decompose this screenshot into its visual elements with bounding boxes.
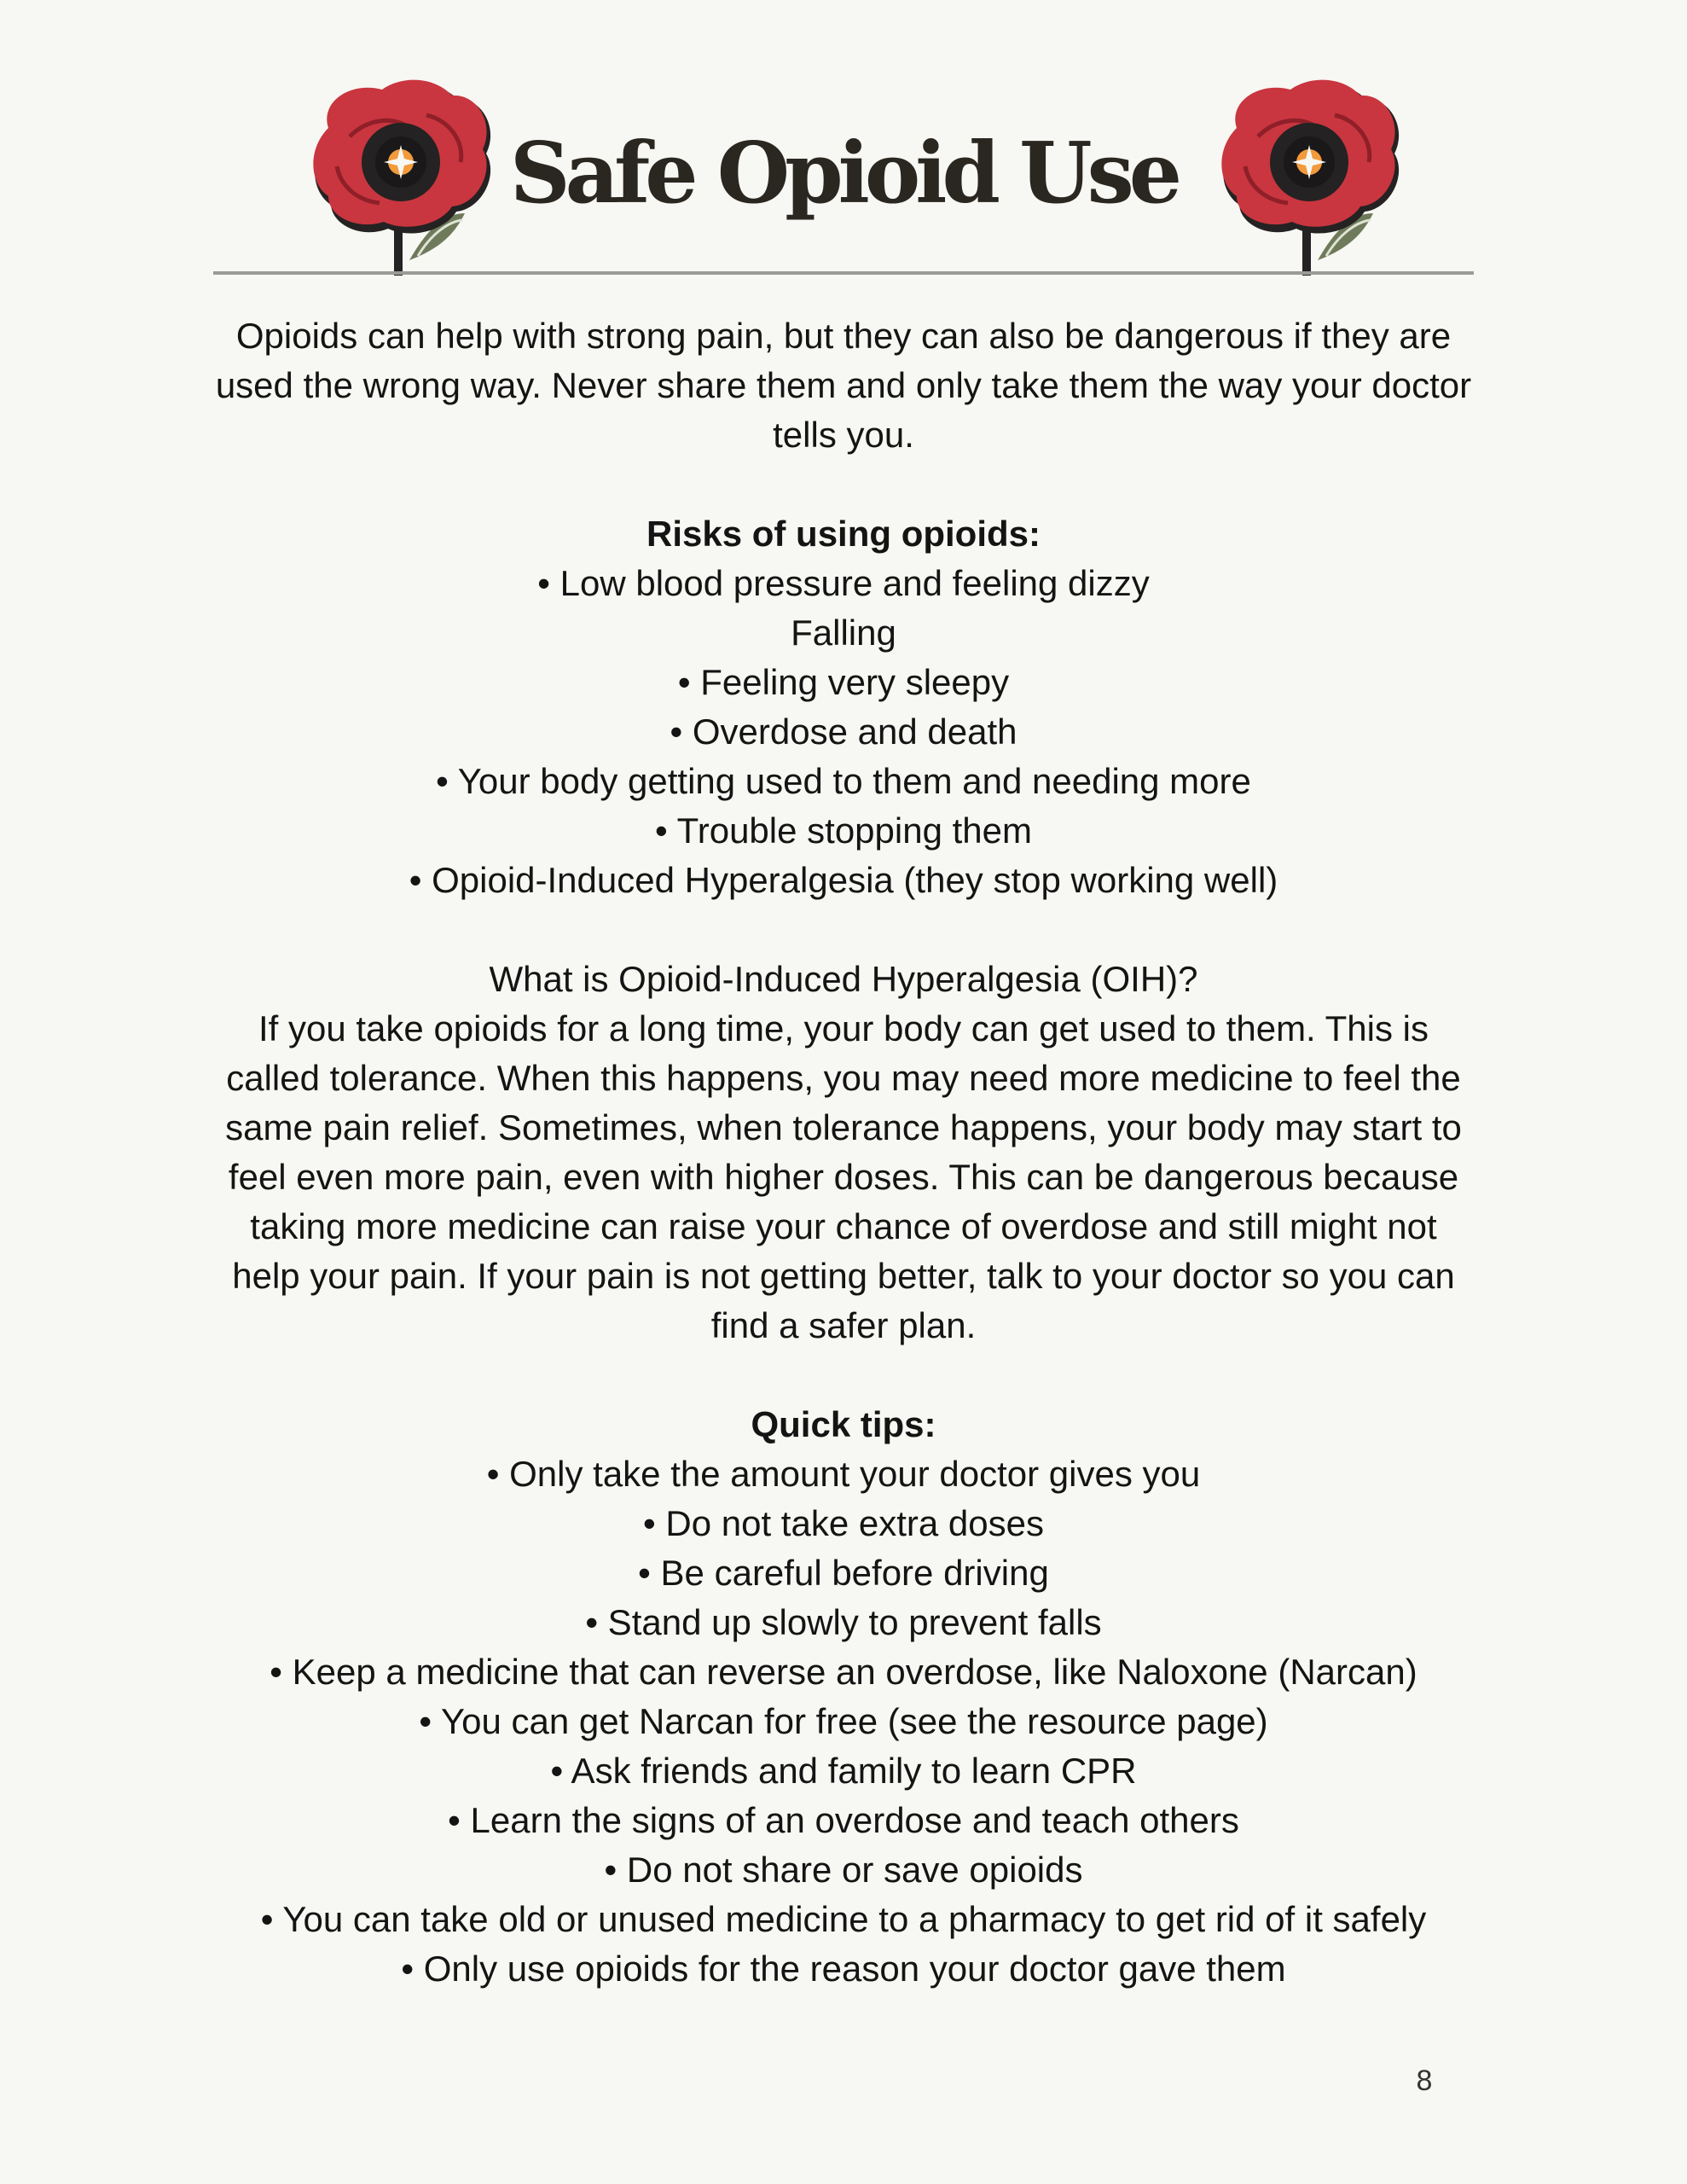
tip-item: • Do not share or save opioids: [604, 1850, 1083, 1890]
tip-item: • Only use opioids for the reason your doctor gave them: [401, 1949, 1286, 1989]
oih-paragraph: If you take opioids for a long time, your body can get used to them. This is called tolerance. When this happens, you may need more medicine to feel the same pain relief. Sometimes, when tolerance happens, your body may start to feel even more pain, even with higher doses. This can be dangerous because taking more medicine can raise your chance of overdose and still might not help your pain. If your pain is not getting better, talk to your doctor so you can find a safer plan.: [225, 1008, 1462, 1345]
page-title: Safe Opioid Use: [509, 125, 1178, 223]
page-content: [213, 311, 1474, 1994]
section-spacer: [213, 1350, 1474, 1400]
header-divider: [213, 271, 1474, 275]
tip-item: • Learn the signs of an overdose and teach others: [448, 1800, 1239, 1840]
tip-item: • Be careful before driving: [638, 1553, 1049, 1593]
risk-item: • Opioid-Induced Hyperalgesia (they stop working well): [409, 860, 1278, 900]
risk-item: • Your body getting used to them and needing more: [436, 761, 1251, 801]
tip-item: • Ask friends and family to learn CPR: [550, 1751, 1137, 1791]
tip-item: • Stand up slowly to prevent falls: [585, 1602, 1102, 1642]
risk-item: • Low blood pressure and feeling dizzy: [537, 563, 1150, 603]
section-spacer: [213, 905, 1474, 955]
tip-item: • Keep a medicine that can reverse an overdose, like Naloxone (Narcan): [270, 1652, 1417, 1692]
risk-item: • Overdose and death: [670, 712, 1017, 752]
tip-item: • Do not take extra doses: [643, 1503, 1044, 1543]
section-spacer: [213, 460, 1474, 509]
risk-item: • Feeling very sleepy: [677, 662, 1010, 702]
risks-heading: Risks of using opioids:: [646, 514, 1041, 554]
tip-item: • Only take the amount your doctor gives you: [486, 1454, 1201, 1494]
page-header: [213, 60, 1474, 277]
page-number: 8: [1416, 2065, 1433, 2097]
risk-item: • Trouble stopping them: [655, 810, 1032, 851]
tip-item: • You can get Narcan for free (see the resource page): [419, 1701, 1268, 1741]
oih-heading: What is Opioid-Induced Hyperalgesia (OIH)?: [489, 959, 1198, 999]
risk-item: Falling: [791, 613, 896, 653]
tip-item: • You can take old or unused medicine to a pharmacy to get rid of it safely: [260, 1899, 1427, 1939]
poppy-flower-icon: [1190, 68, 1429, 282]
intro-paragraph: Opioids can help with strong pain, but they can also be dangerous if they are used the wrong way. Never share them and only take them the way your doctor tells you.: [215, 316, 1472, 455]
tips-heading: Quick tips:: [751, 1404, 936, 1444]
